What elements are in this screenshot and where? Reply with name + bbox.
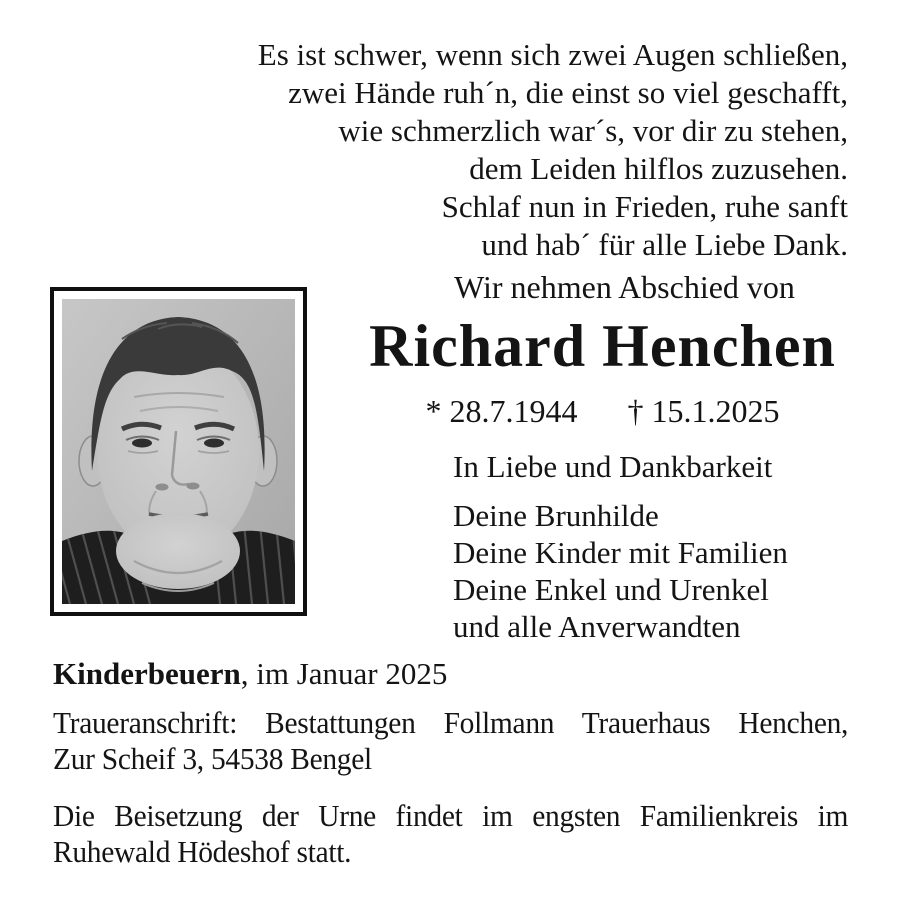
poem-line: dem Leiden hilflos zuzusehen.: [469, 151, 848, 186]
mourning-address: [53, 705, 848, 777]
place-date: , im Januar 2025: [240, 656, 448, 691]
deceased-name: Richard Henchen: [369, 313, 836, 379]
mourner-line: Deine Brunhilde: [453, 498, 659, 533]
farewell-intro: Wir nehmen Abschied von: [454, 269, 795, 305]
closing-words: In Liebe und Dankbarkeit: [453, 449, 773, 484]
life-dates: [355, 392, 850, 430]
poem-line: zwei Hände ruh´n, die einst so viel geschafft,: [288, 75, 848, 110]
portrait-photo-frame: [50, 287, 307, 616]
poem-line: Schlaf nun in Frieden, ruhe sanft: [441, 189, 848, 224]
place-name: Kinderbeuern: [53, 656, 241, 691]
mourner-line: und alle Anverwandten: [453, 609, 741, 644]
birth-date: * 28.7.1944: [425, 393, 578, 429]
memorial-poem: [258, 36, 848, 264]
mourners-section: [453, 448, 788, 645]
address-line: Zur Scheif 3, 54538 Bengel: [53, 741, 372, 776]
poem-line: und hab´ für alle Liebe Dank.: [481, 227, 848, 262]
mourner-line: Deine Kinder mit Familien: [453, 535, 788, 570]
burial-line: Ruhewald Hödeshof statt.: [53, 834, 352, 869]
deceased-section: [355, 268, 850, 430]
poem-line: Es ist schwer, wenn sich zwei Augen schließen,: [257, 37, 848, 72]
mourners-list: [453, 497, 788, 645]
mourner-line: Deine Enkel und Urenkel: [453, 572, 769, 607]
notice-footer: [53, 655, 848, 870]
burial-info: [53, 798, 848, 870]
death-date: † 15.1.2025: [627, 393, 780, 429]
burial-line: Die Beisetzung der Urne findet im engsten Familienkreis im: [53, 798, 849, 833]
address-line: Traueranschrift: Bestattungen Follmann Trauerhaus Henchen,: [53, 705, 849, 740]
poem-line: wie schmerzlich war´s, vor dir zu stehen,: [338, 113, 848, 148]
place-date-line: [53, 655, 848, 693]
portrait-photo: [62, 299, 295, 604]
